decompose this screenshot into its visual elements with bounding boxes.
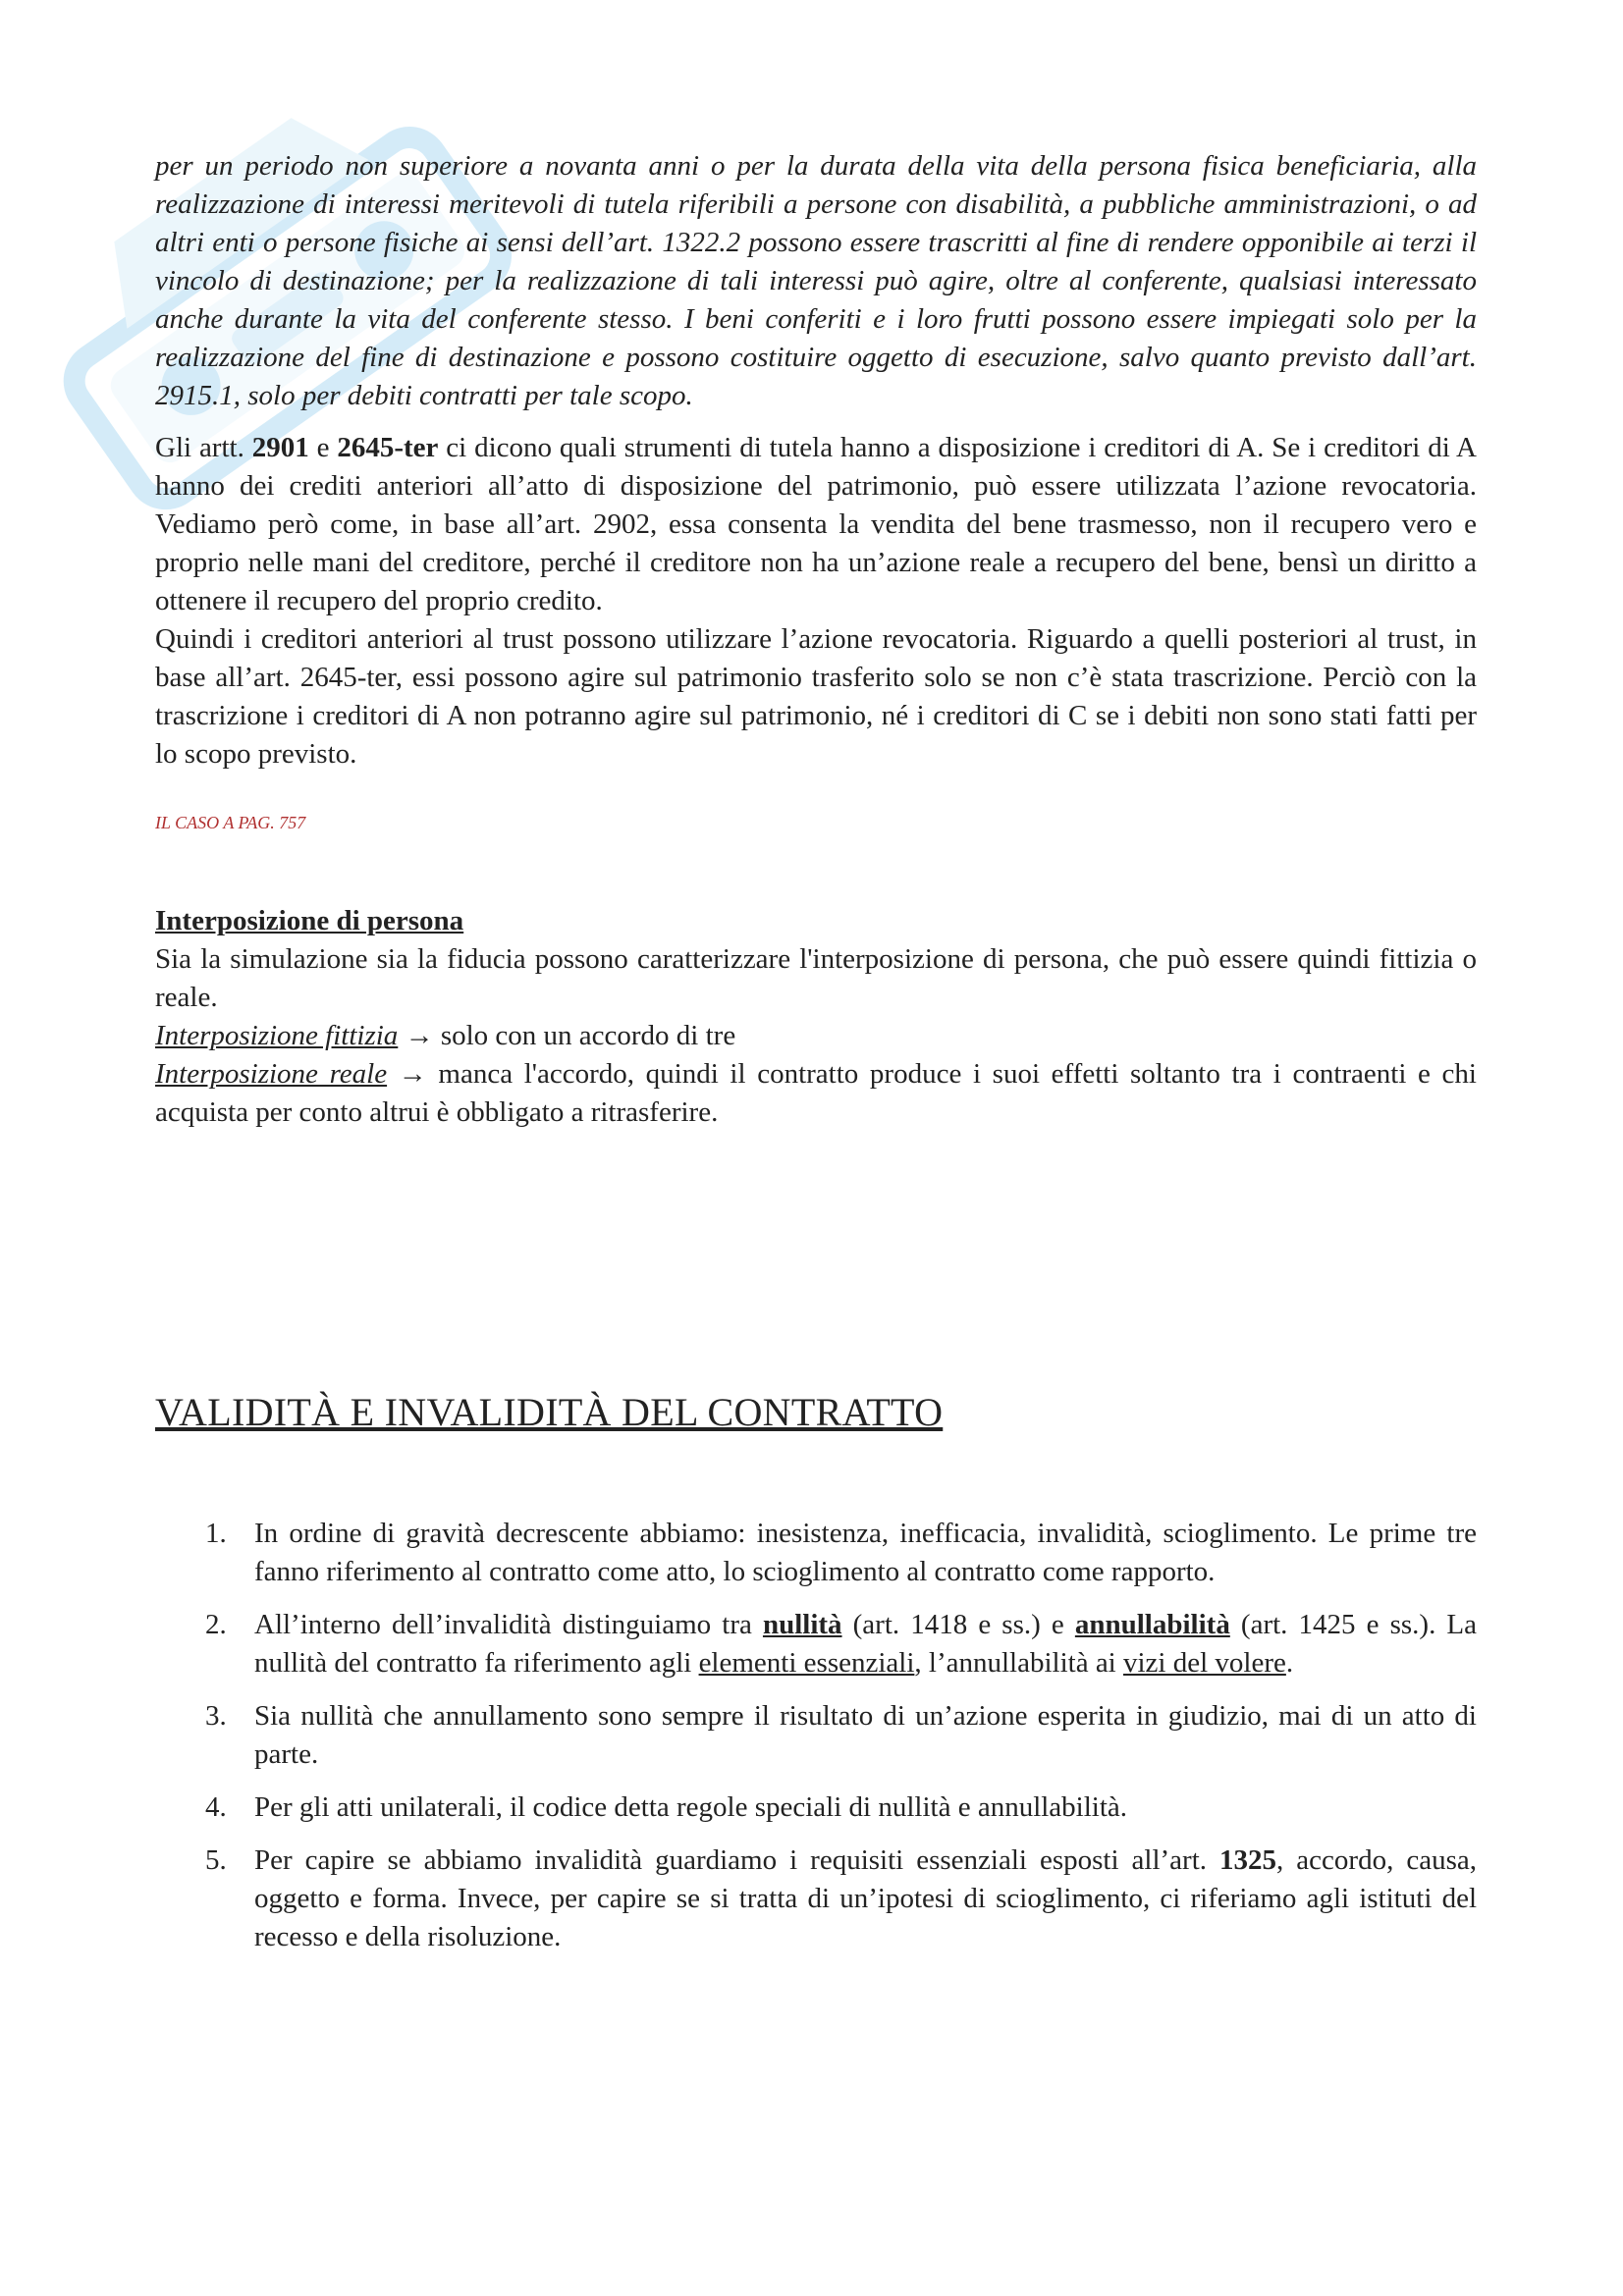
paragraph-tutela-creditori: Gli artt. 2901 e 2645-ter ci dicono quali strumenti di tutela hanno a disposizione i creditori di A. Se i creditori di A hanno dei crediti anteriori all’atto di disposizione del patrimonio, può essere utilizzata l’azione revocatoria. Vediamo però come, in base all’art. 2902, essa consenta la vendita del bene trasmesso, non il recupero vero e proprio nelle mani del creditore, perché il creditore non ha un’azione reale a recupero del bene, bensì un diritto a ottenere il recupero del proprio credito. (155, 432, 1477, 616)
term-annullabilita: annullabilità (1074, 1609, 1230, 1640)
list-item: 2. All’interno dell’invalidità distinguiamo tra nullità (art. 1418 e ss.) e annullabilità (art. 1425 e ss.). La nullità del contratto fa riferimento agli elementi essenziali, l’annullabilità ai vizi del volere. (205, 1609, 1477, 1679)
numbered-list (155, 1515, 1477, 1956)
interposizione-fittizia-label: Interposizione fittizia (155, 1020, 399, 1051)
case-note: IL CASO A PAG. 757 (155, 813, 306, 832)
interposizione-reale-label: Interposizione reale (155, 1058, 388, 1090)
list-item: 4. Per gli atti unilaterali, il codice detta regole speciali di nullità e annullabilità. (205, 1791, 1128, 1823)
section-title-interposizione: Interposizione di persona (155, 905, 464, 936)
term-vizi-volere: vizi del volere (1123, 1647, 1286, 1679)
chapter-heading: VALIDITÀ E INVALIDITÀ DEL CONTRATTO (155, 1390, 944, 1434)
paragraph-interposizione-intro: Sia la simulazione sia la fiducia possono caratterizzare l'interposizione di persona, che può essere quindi fittizia o reale. (155, 943, 1477, 1013)
term-elementi-essenziali: elementi essenziali (698, 1647, 915, 1679)
interposizione-reale-line: Interposizione reale → manca l'accordo, quindi il contratto produce i suoi effetti soltanto tra i contraenti e chi acquista per conto altrui è obbligato a ritrasferire. (155, 1058, 1477, 1128)
interposizione-fittizia-line: Interposizione fittizia → solo con un accordo di tre (155, 1020, 736, 1051)
document-page (155, 147, 1477, 1971)
article-ref-2901: 2901 (251, 432, 309, 463)
paragraph-creditori-trust: Quindi i creditori anteriori al trust possono utilizzare l’azione revocatoria. Riguardo a quelli posteriori al trust, in base all’art. 2645-ter, essi possono agire sul patrimonio trasferito solo se non c’è stata trascrizione. Perciò con la trascrizione i creditori di A non potranno agire sul patrimonio, né i creditori di C se i debiti non sono stati fatti per lo scopo previsto. (155, 623, 1477, 770)
list-item: 3. Sia nullità che annullamento sono sempre il risultato di un’azione esperita in giudizio, mai di un atto di parte. (205, 1700, 1477, 1770)
list-item: 1. In ordine di gravità decrescente abbiamo: inesistenza, inefficacia, invalidità, scioglimento. Le prime tre fanno riferimento al contratto come atto, lo scioglimento al contratto come rapporto. (205, 1518, 1477, 1587)
article-ref-1325: 1325 (1219, 1844, 1277, 1876)
term-nullita: nullità (762, 1609, 842, 1640)
article-ref-2645ter: 2645-ter (337, 432, 439, 463)
quoted-article-text: per un periodo non superiore a novanta anni o per la durata della vita della persona fisica beneficiaria, alla realizzazione di interessi meritevoli di tutela riferibili a persone con disabilità, a pubbliche amministrazioni, o ad altri enti o persone fisiche ai sensi dell’art. 1322.2 possono essere trascritti al fine di rendere opponibile ai terzi il vincolo di destinazione; per la realizzazione di tali interessi può agire, oltre al conferente, qualsiasi interessato anche durante la vita del conferente stesso. I beni conferiti e i loro frutti possono essere impiegati solo per la realizzazione del fine di destinazione e possono costituire oggetto di esecuzione, salvo quanto previsto dall’art. 2915.1, solo per debiti contratti per tale scopo. (155, 150, 1477, 411)
list-item: 5. Per capire se abbiamo invalidità guardiamo i requisiti essenziali esposti all’art. 1325, accordo, causa, oggetto e forma. Invece, per capire se si tratta di un’ipotesi di scioglimento, ci riferiamo agli istituti del recesso e della risoluzione. (205, 1844, 1477, 1952)
